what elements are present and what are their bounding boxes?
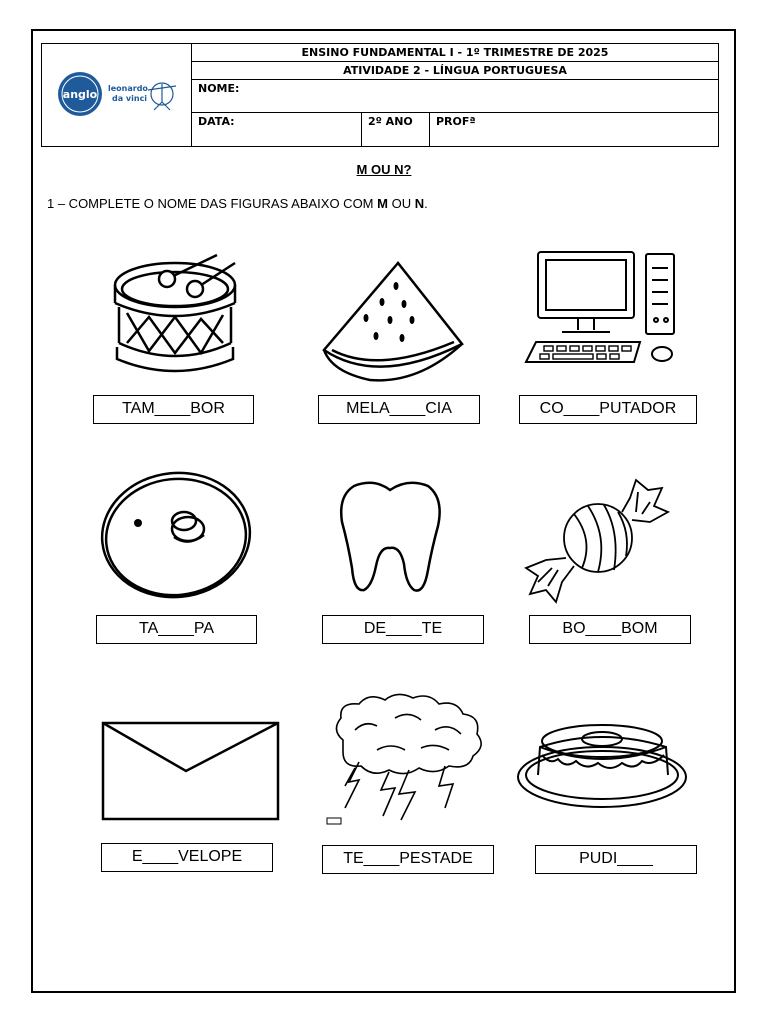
- word-tambor: TAM____BOR: [93, 395, 254, 424]
- vitruvian-icon: [148, 83, 176, 110]
- envelope-icon: [100, 719, 282, 823]
- computer-icon: [522, 250, 692, 370]
- anglo-logo-text: anglo: [62, 88, 98, 101]
- candy-icon: [522, 470, 672, 610]
- word-dente: DE____TE: [322, 615, 484, 644]
- teacher-field[interactable]: PROFª: [436, 115, 476, 128]
- instruction: 1 – COMPLETE O NOME DAS FIGURAS ABAIXO COM M OU N.: [47, 196, 428, 211]
- grade-label: 2º ANO: [362, 113, 430, 146]
- pot-lid-icon: [100, 467, 255, 607]
- word-tempestade: TE____PESTADE: [322, 845, 494, 874]
- word-melancia: MELA____CIA: [318, 395, 480, 424]
- activity-line: ATIVIDADE 2 - LÍNGUA PORTUGUESA: [192, 62, 718, 80]
- worksheet-title: M OU N?: [356, 162, 412, 177]
- word-pudim: PUDI____: [535, 845, 697, 874]
- header-table: [41, 43, 719, 147]
- school-line: ENSINO FUNDAMENTAL I - 1º TRIMESTRE DE 2025: [192, 44, 718, 62]
- leonardo-text-1: leonardo: [108, 84, 148, 93]
- word-tampa: TA____PA: [96, 615, 257, 644]
- word-bombom: BO____BOM: [529, 615, 691, 644]
- date-field[interactable]: DATA:: [192, 113, 362, 146]
- tooth-icon: [338, 478, 444, 598]
- watermelon-icon: [318, 258, 468, 388]
- pudding-icon: [514, 717, 690, 815]
- storm-icon: [325, 690, 495, 830]
- leonardo-text-2: da vinci: [112, 94, 148, 103]
- name-field[interactable]: NOME:: [192, 80, 718, 113]
- word-envelope: E____VELOPE: [101, 843, 273, 872]
- logo-cell: [42, 44, 192, 146]
- school-logo: [42, 44, 190, 144]
- info-row: [192, 113, 718, 146]
- word-computador: CO____PUTADOR: [519, 395, 697, 424]
- drum-icon: [105, 243, 255, 383]
